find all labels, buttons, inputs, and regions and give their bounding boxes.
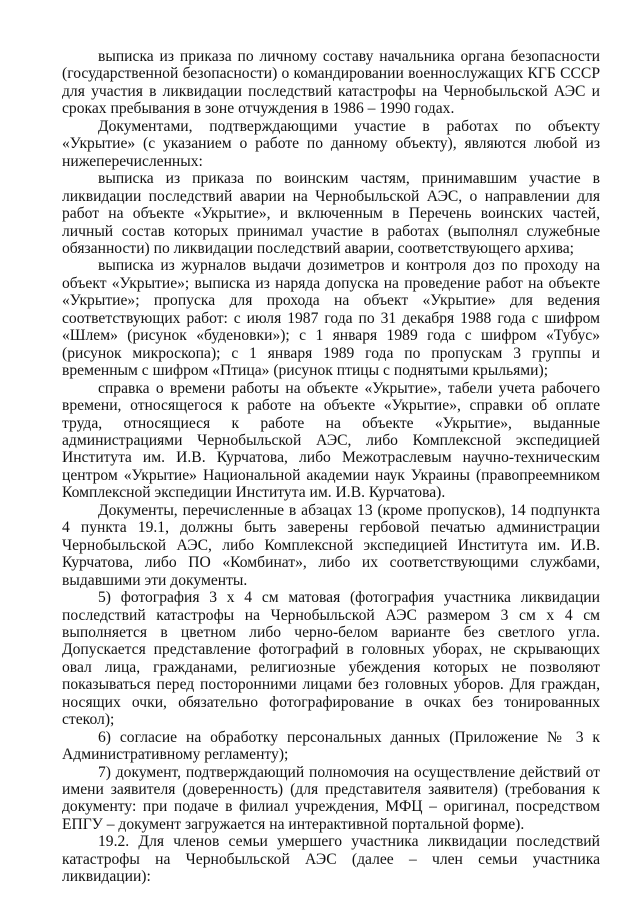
paragraph-19-2-family-members: 19.2. Для членов семьи умершего участника ликвидации последствий катастрофы на Чернобыльской АЭС (далее – член семьи участника ликвидации): [62, 833, 600, 886]
paragraph-kgb-extract: выписка из приказа по личному составу начальника органа безопасности (государственной безопасности) о командировании военнослужащих КГБ СССР для участия в ликвидации последствий катастрофы на Чернобыльской АЭС и сроках пребывания в зоне отчуждения в 1986 – 1990 годах. [62, 48, 600, 118]
paragraph-work-time-certificate: справка о времени работы на объекте «Укрытие», табели учета рабочего времени, относящегося к работе на объекте «Укрытие», справки об оплате труда, относящиеся к работе на объекте «Укрытие», выданные администрациями Чернобыльской АЭС, либо Комплексной экспедицией Институтa им. И.В. Курчатова, либо Межотраслевым научно-техническим центром «Укрытие» Национальной академии наук Украины (правопреемником Комплексной экспедиции Института им. И.В. Курчатова). [62, 379, 600, 502]
paragraph-certification-requirement: Документы, перечисленные в абзацах 13 (кроме пропусков), 14 подпункта 4 пункта 19.1, должны быть заверены гербовой печатью администрации Чернобыльской АЭС, либо Комплексной экспедицией Института им. И.В. Курчатова, либо ПО «Комбинат», либо их соответствующими службами, выдавшими эти документы. [62, 501, 600, 589]
paragraph-dosimeter-journal-extract: выписка из журналов выдачи дозиметров и контроля доз по проходу на объект «Укрытие»; выписка из наряда допуска на проведение работ на объекте «Укрытие»; пропуска для прохода на объект «Укрытие» для ведения соответствующих работ: с июля 1987 года по 31 декабря 1988 года с шифром «Шлем» (рисунок «буденовки»); с 1 января 1989 года с шифром «Тубус» (рисунок микроскопа); с 1 января 1989 года по пропускам 3 группы и временным с шифром «Птица» (рисунок птицы с поднятыми крыльями); [62, 257, 600, 380]
paragraph-item-5-photo: 5) фотография 3 х 4 см матовая (фотография участника ликвидации последствий катастрофы на Чернобыльской АЭС размером 3 см х 4 см выполняется в цветном либо черно-белом варианте без светлого угла. Допускается представление фотографий в головных уборах, не скрывающих овал лица, гражданами, религиозные убеждения которых не позволяют показываться перед посторонними лицами без головных уборов. Для граждан, носящих очки, обязательно фотографирование в очках без тонированных стекол); [62, 589, 600, 729]
paragraph-military-order-extract: выписка из приказа по воинским частям, принимавшим участие в ликвидации последствий аварии на Чернобыльской АЭС, о направлении для работ на объекте «Укрытие», и включенным в Перечень воинских частей, личный состав которых принимал участие в работах (выполнял служебные обязанности) по ликвидации последствий аварии, соответствующего архива; [62, 170, 600, 257]
paragraph-item-6-consent: 6) согласие на обработку персональных данных (Приложение № 3 к Административному регламенту); [62, 728, 600, 764]
paragraph-ukrytie-documents-intro: Документами, подтверждающими участие в работах по объекту «Укрытие» (с указанием о работе по данному объекту), являются любой из нижеперечисленных: [62, 117, 600, 170]
paragraph-item-7-power-of-attorney: 7) документ, подтверждающий полномочия на осуществление действий от имени заявителя (доверенность) (для представителя заявителя) (требования к документу: при подаче в филиал учреждения, МФЦ – оригинал, посредством ЕПГУ – документ загружается на интерактивной портальной форме). [62, 763, 600, 833]
